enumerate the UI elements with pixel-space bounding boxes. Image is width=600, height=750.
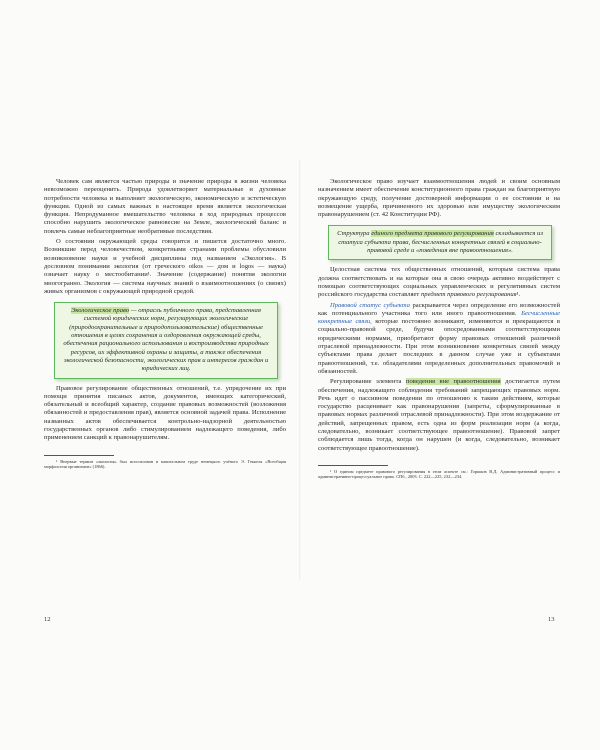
paragraph: Правовое регулирование общественных отношений, т.е. упрядочение их при помощи принятия писаных актов, документов, имеющих категорический, обязательный и всеобщий характер, создание правовых возможностей (возложения обязанностей и предоставления прав), является основной задачей права. Исполнение названных актов обеспечивается контрольно-надзорной деятельностью государственных органов либо стимулированием надлежащего поведения, либо применением санкций к правонарушителям. <box>44 384 286 442</box>
right-page <box>318 178 560 480</box>
footnote-rule <box>318 465 388 466</box>
footnote: ¹ Впервые термин «экология» был использован в капитальном труде немецкого учёного Э. Геккеля «Всеобщая морфология организмов» (1866). <box>44 458 286 470</box>
paragraph: Целостная система тех общественных отношений, которым система права должна соответствовать и на которые она в свою очередь активно воздействует с помощью соответствующих социальных управленческих и регулятивных систем российского государства составляет предмет правового регулирования¹. <box>318 266 560 299</box>
book-gutter <box>299 160 301 580</box>
structure-box <box>328 225 552 260</box>
box-highlight: единого предмета правового регулирования <box>371 230 494 238</box>
box-rest: складывается из статуса субъекта права, бесчисленных конкретных связей в социально-правовой среде и «поведения вне правоотношения». <box>338 230 543 255</box>
term-status: Правовой статус субъекта <box>330 301 410 309</box>
paragraph: Экологическое право изучает взаимоотношения людей и своим основным назначением имеет обеспечение конституционного права граждан на благоприятную окружающую среду, получение достоверной информации о ее состоянии и на возмещение ущерба, причиненного их здоровью или имуществу экологическим правонарушением (ст. 42 Конституции РФ). <box>318 178 560 219</box>
term-subject: предмет правового регулирования <box>420 291 517 299</box>
footnote-rule <box>44 455 114 456</box>
paragraph: Регулирование элемента поведения вне правоотношения достигается путем обеспечения, надлежащего соблюдения требований запрещающих правовых норм. Речь идет о пассивном поведении по отношению к таким действиям, которые государство расценивает как правонарушения (запреты, сформулированные в правовых нормах различной отраслевой принадлежности). При этом воздержание от действий, запрещенных правом, есть одна из форм реализации норм (а когда, следовательно, возникает соответствующее правоотношение). Правовой запрет соблюдается лишь тогда, когда он нарушен (и когда, следовательно, возникает соответствующее правоотношение). <box>318 378 560 452</box>
left-page <box>44 178 286 469</box>
footnote: ¹ О едином предмете правового регулирования в этом аспекте см.: Горшков В.Д. Административный процесс и административно-процессуальное право. СПб., 2003. С. 222—225, 232—234. <box>318 468 560 480</box>
page-number-right: 13 <box>548 616 555 623</box>
term-links: Бесчисленные конкретные связи, <box>318 309 560 326</box>
box-title: Экологическое право <box>71 307 130 315</box>
page-number-left: 12 <box>44 616 51 623</box>
term-behavior: поведения вне правоотношения <box>405 378 501 386</box>
paragraph: О состоянии окружающей среды говорится и пишется достаточно много. Возникшие перед человечеством, конкретными странами проблемы обусловили возникновение науки и учебной дисциплины под названием «Экология». В дословном понимании экология (от греческого oikos — дом и logos — наука) означает науку о местообитании¹. Значение (содержание) понятия экологии многогранно. Экология — система научных знаний о взаимоотношениях (о связях) живых организмов с окружающей природной средой. <box>44 238 286 295</box>
paragraph: Правовой статус субъекта раскрывается через определение его возможностей как потенциального участника того или иного правоотношения. Бесчисленные конкретные связи, которые постоянно возникают, изменяются и прекращаются в социально-правовой среде, будучи опосредованными соответствующими юридическими нормами, приобретают форму правовых отношений различной отраслевой принадлежности. При этом возникновение конкретных связей между субъектами права делает последних в данном случае уже и субъектами правоотношений, т.е. обладателями определенных дополнительных правомочий и обязанностей. <box>318 301 560 375</box>
paragraph: Человек сам является частью природы и значение природы в жизни человека невозможно переоценить. Природа удовлетворяет материальные и духовные потребности человека и выполняет экологическую, экономическую и эстетическую функции. Одной из самых важных в настоящее время является экологическая функция. Непродуманное вмешательство человека в ход природных процессов способно нарушить экологическое равновесие на Земле, экологический баланс и повлечь самые неблагоприятные необратимые последствия. <box>44 178 286 235</box>
box-text: — отрасль публичного права, представленная системой юридических норм, регулирующих экологические (природоохранительные и природопользовательские) общественные отношения в целях сохранения и оздоровления окружающей среды, обеспечения рационального использования и воспроизводства природных ресурсов, их эффективной охраны и защиты, а также обеспечения экологической безопасности, экологических прав и интересов граждан и юридических лиц. <box>63 307 269 373</box>
box-lead: Структура <box>337 230 370 238</box>
definition-box <box>54 302 278 378</box>
